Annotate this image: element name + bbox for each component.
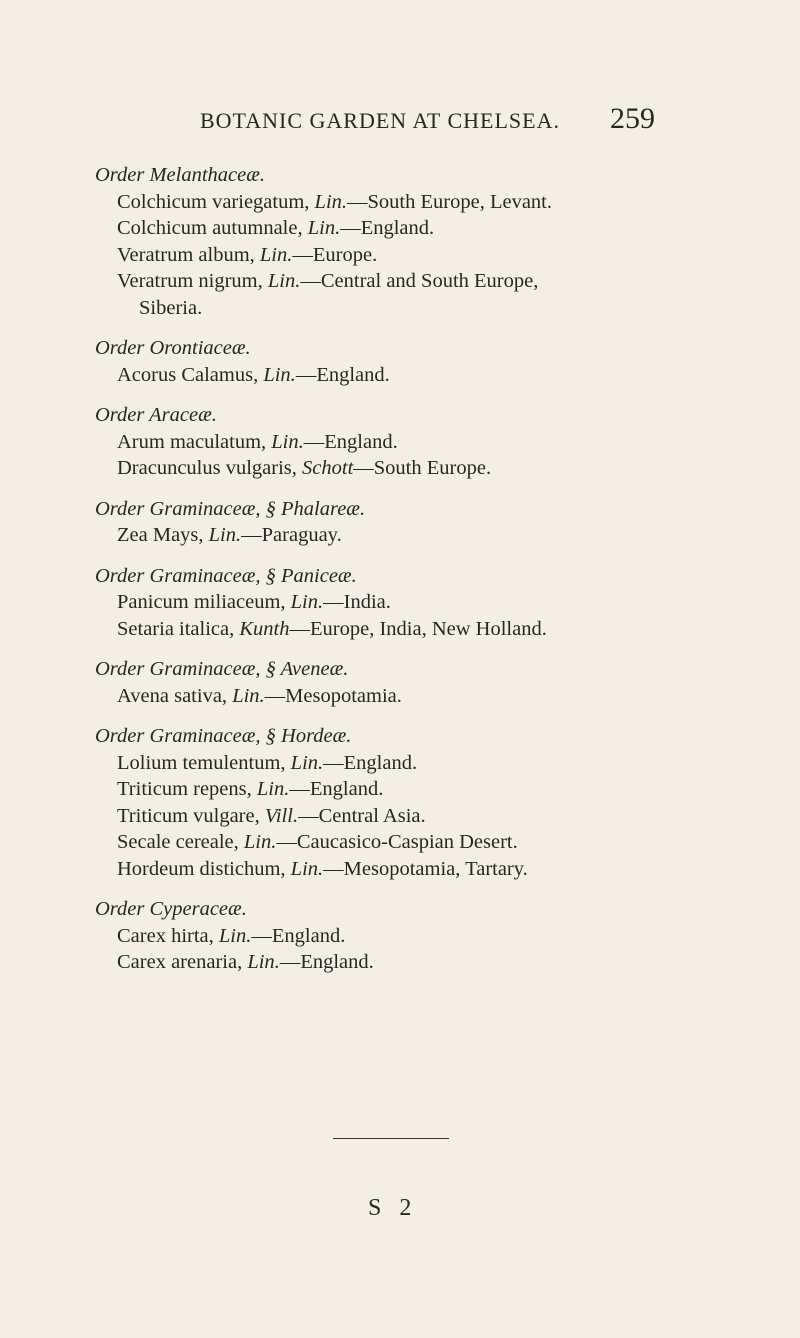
order-section xyxy=(95,723,685,882)
order-name: Graminaceæ, xyxy=(149,725,261,747)
species-entry xyxy=(95,856,685,883)
species-name: Acorus Calamus, xyxy=(117,363,259,386)
order-section xyxy=(95,162,685,321)
species-name: Veratrum nigrum, xyxy=(117,270,263,292)
species-entry xyxy=(95,923,685,950)
order-heading xyxy=(95,402,685,429)
species-authority: Lin. xyxy=(256,778,290,800)
order-prefix: Order xyxy=(95,404,145,426)
order-heading xyxy=(95,723,685,750)
species-locality: —England. xyxy=(303,430,398,453)
species-authority: Lin. xyxy=(307,217,341,239)
order-prefix: Order xyxy=(95,337,145,359)
species-name: Lolium temulentum, xyxy=(117,751,286,774)
species-authority: Kunth xyxy=(239,617,290,640)
species-locality: —Europe. xyxy=(292,243,378,266)
order-section xyxy=(95,402,685,482)
species-entry xyxy=(95,949,685,976)
running-head: BOTANIC GARDEN AT CHELSEA. xyxy=(200,108,560,133)
species-authority: Lin. xyxy=(232,684,265,707)
species-authority: Schott xyxy=(302,457,354,479)
species-name: Veratrum album, xyxy=(117,243,255,266)
order-name: Graminaceæ, xyxy=(149,564,261,587)
species-authority: Lin. xyxy=(243,831,277,853)
species-authority: Lin. xyxy=(267,270,301,292)
species-entry xyxy=(95,776,685,803)
species-authority: Lin. xyxy=(208,524,242,546)
order-heading xyxy=(95,335,685,362)
species-name: Triticum repens, xyxy=(117,778,252,800)
tribe-name: § Phalareæ. xyxy=(265,497,366,520)
order-section xyxy=(95,335,685,388)
order-heading xyxy=(95,896,685,923)
species-locality: —England. xyxy=(323,751,418,774)
order-heading xyxy=(95,496,685,523)
species-authority: Lin. xyxy=(263,363,296,386)
species-authority: Lin. xyxy=(290,591,324,613)
tribe-name: § Paniceæ. xyxy=(265,564,357,587)
species-locality: —Central Asia. xyxy=(298,804,426,827)
species-name: Colchicum autumnale, xyxy=(117,217,303,239)
species-locality: —Caucasico-Caspian Desert. xyxy=(276,831,518,853)
species-authority: Vill. xyxy=(264,804,299,827)
order-prefix: Order xyxy=(95,725,145,747)
order-heading xyxy=(95,656,685,683)
tribe-name: § Aveneæ. xyxy=(265,658,349,680)
species-locality: —South Europe. xyxy=(353,457,492,479)
species-locality: —Paraguay. xyxy=(241,524,342,546)
species-name: Colchicum variegatum, xyxy=(117,190,310,213)
species-name: Setaria italica, xyxy=(117,617,235,640)
species-locality: —Europe, India, New Holland. xyxy=(289,617,547,640)
species-entry xyxy=(95,429,685,456)
species-name: Arum maculatum, xyxy=(117,430,267,453)
order-section xyxy=(95,496,685,549)
order-prefix: Order xyxy=(95,497,145,520)
order-section xyxy=(95,896,685,976)
species-name: Secale cereale, xyxy=(117,831,239,853)
order-name: Melanthaceæ. xyxy=(149,164,266,186)
species-locality: —England. xyxy=(251,924,346,947)
species-authority: Lin. xyxy=(290,751,324,774)
species-locality: —England. xyxy=(289,778,384,800)
species-name: Dracunculus vulgaris, xyxy=(117,457,297,479)
order-heading xyxy=(95,563,685,590)
species-locality: —England. xyxy=(340,217,435,239)
species-entry xyxy=(95,522,685,549)
order-name: Graminaceæ, xyxy=(149,497,261,520)
species-entry xyxy=(95,589,685,616)
species-locality: —Central and South Europe, xyxy=(300,270,539,292)
species-entry xyxy=(95,829,685,856)
species-locality: —Mesopotamia. xyxy=(264,684,402,707)
species-entry xyxy=(95,803,685,830)
species-entry xyxy=(95,242,685,269)
order-name: Cyperaceæ. xyxy=(149,898,247,920)
order-heading xyxy=(95,162,685,189)
species-name: Carex arenaria, xyxy=(117,951,243,973)
order-prefix: Order xyxy=(95,658,145,680)
printer-signature: S 2 xyxy=(368,1195,418,1221)
species-name: Avena sativa, xyxy=(117,684,228,707)
species-name: Triticum vulgare, xyxy=(117,804,260,827)
species-name: Zea Mays, xyxy=(117,524,204,546)
species-locality-continued: Siberia. xyxy=(139,296,203,319)
species-authority: Lin. xyxy=(247,951,280,973)
order-name: Orontiaceæ. xyxy=(149,337,251,359)
order-prefix: Order xyxy=(95,898,145,920)
order-section xyxy=(95,563,685,643)
species-locality: —England. xyxy=(279,951,374,973)
footnote-rule xyxy=(333,1138,449,1139)
species-authority: Lin. xyxy=(314,190,348,213)
order-name: Graminaceæ, xyxy=(149,658,261,680)
order-prefix: Order xyxy=(95,564,145,587)
species-authority: Lin. xyxy=(271,430,304,453)
species-authority: Lin. xyxy=(259,243,293,266)
species-locality: —England. xyxy=(295,363,390,386)
tribe-name: § Hordeæ. xyxy=(265,725,352,747)
species-name: Panicum miliaceum, xyxy=(117,591,286,613)
order-prefix: Order xyxy=(95,164,145,186)
species-name: Hordeum distichum, xyxy=(117,857,286,880)
species-entry xyxy=(95,268,685,321)
species-entry xyxy=(95,362,685,389)
page-body xyxy=(95,162,685,990)
species-entry xyxy=(95,215,685,242)
species-entry xyxy=(95,683,685,710)
species-authority: Lin. xyxy=(290,857,324,880)
species-authority: Lin. xyxy=(218,924,252,947)
page-number: 259 xyxy=(610,102,655,135)
species-entry xyxy=(95,616,685,643)
species-locality: —Mesopotamia, Tartary. xyxy=(323,857,528,880)
species-locality: —South Europe, Levant. xyxy=(347,190,552,213)
species-entry xyxy=(95,455,685,482)
species-locality: —India. xyxy=(323,591,391,613)
order-section xyxy=(95,656,685,709)
species-entry xyxy=(95,189,685,216)
species-entry xyxy=(95,750,685,777)
order-name: Araceæ. xyxy=(149,404,217,426)
species-name: Carex hirta, xyxy=(117,924,214,947)
